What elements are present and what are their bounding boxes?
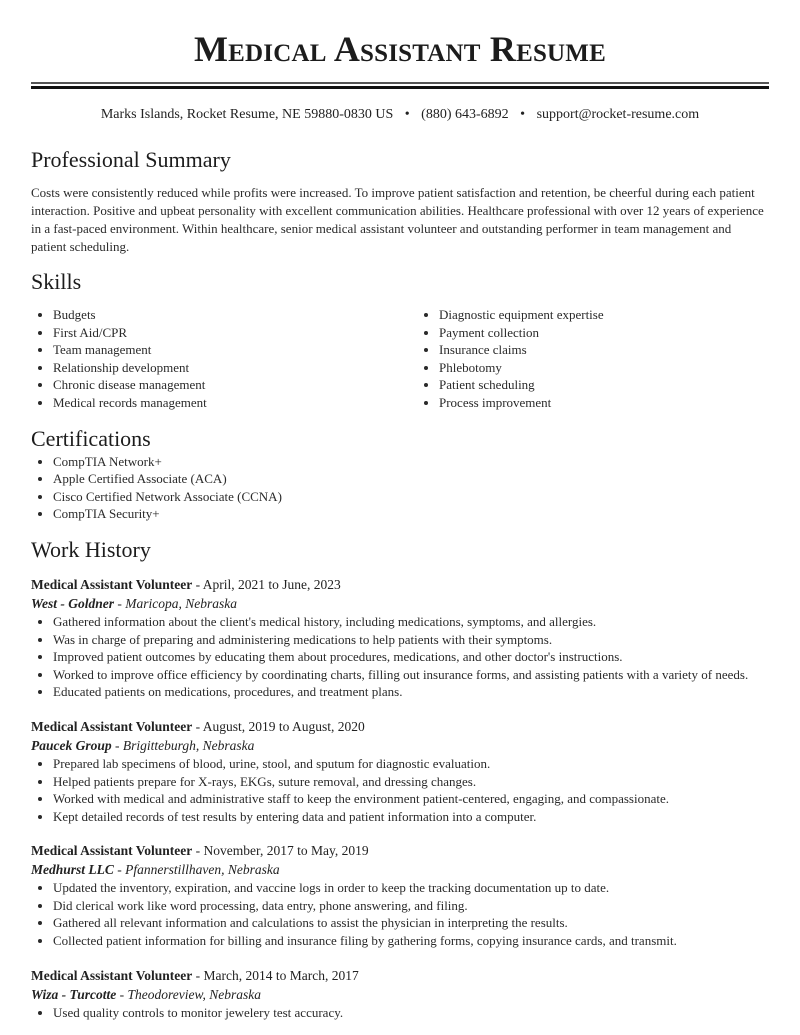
certification-item: • CompTIA Network+ bbox=[53, 453, 769, 471]
certification-item: • Cisco Certified Network Associate (CCNA) bbox=[53, 488, 769, 506]
job-title: Medical Assistant Volunteer bbox=[31, 576, 193, 592]
job-duty: • Was in charge of preparing and administering medications to help patients with their symptoms. bbox=[53, 631, 769, 649]
job-duty: • Used quality controls to monitor jewelery test accuracy. bbox=[53, 1004, 769, 1022]
job-company: Wiza - Turcotte bbox=[31, 986, 117, 1002]
job-entry bbox=[31, 575, 769, 701]
skills-heading: Skills bbox=[31, 269, 82, 294]
contact-email: support@rocket-resume.com bbox=[536, 107, 700, 122]
job-title: Medical Assistant Volunteer bbox=[31, 967, 193, 983]
job-company-line bbox=[31, 594, 769, 613]
job-entry bbox=[31, 841, 769, 949]
job-dates: - March, 2014 to March, 2017 bbox=[192, 967, 359, 983]
job-duty: • Gathered information about the client's medical history, including medications, symptoms, and allergies. bbox=[53, 613, 769, 631]
job-title: Medical Assistant Volunteer bbox=[31, 843, 193, 859]
job-location: - Theodoreview, Nebraska bbox=[116, 986, 261, 1002]
job-location: - Brigitteburgh, Nebraska bbox=[111, 737, 255, 753]
job-title-line bbox=[31, 841, 769, 860]
job-company: West - Goldner bbox=[31, 595, 114, 611]
job-company: Paucek Group bbox=[31, 737, 112, 753]
job-duties-list bbox=[31, 613, 769, 701]
job-duty: • Updated the inventory, expiration, and vaccine logs in order to keep the tracking documentation up to date. bbox=[53, 879, 769, 897]
bullet-separator-icon: • bbox=[404, 107, 410, 122]
job-duty: • Collected patient information for billing and insurance filing by gathering forms, copying insurance cards, and transmit. bbox=[53, 932, 769, 950]
certifications-heading: Certifications bbox=[31, 425, 151, 451]
job-company: Medhurst LLC bbox=[31, 862, 114, 878]
job-title-line bbox=[31, 575, 769, 594]
job-duty: • Worked to improve office efficiency by coordinating charts, filling out insurance forms, and assisting patients with a variety of needs. bbox=[53, 666, 769, 684]
skill-item: • Chronic disease management bbox=[53, 376, 417, 394]
job-duty: • Helped patients prepare for X-rays, EKGs, suture removal, and dressing changes. bbox=[53, 773, 769, 791]
job-location: - Pfannerstillhaven, Nebraska bbox=[113, 862, 280, 878]
job-entry bbox=[31, 966, 769, 1022]
skill-item: • Insurance claims bbox=[439, 341, 800, 359]
job-title-line bbox=[31, 966, 769, 985]
job-duty: • Kept detailed records of test results by entering data and patient information into a computer. bbox=[53, 808, 769, 826]
job-duty: • Prepared lab specimens of blood, urine, stool, and sputum for diagnostic evaluation. bbox=[53, 755, 769, 773]
skill-item: • First Aid/CPR bbox=[53, 324, 417, 342]
header-divider bbox=[31, 82, 769, 89]
job-company-line bbox=[31, 985, 769, 1004]
job-duty: • Gathered all relevant information and calculations to assist the physician in interpreting the results. bbox=[53, 914, 769, 932]
job-duty: • Educated patients on medications, procedures, and treatment plans. bbox=[53, 683, 769, 701]
bullet-separator-icon: • bbox=[520, 107, 526, 122]
job-duties-list bbox=[31, 755, 769, 825]
skill-item: • Budgets bbox=[53, 306, 417, 324]
skills-column-right bbox=[417, 306, 800, 412]
contact-line bbox=[31, 106, 769, 124]
job-dates: - November, 2017 to May, 2019 bbox=[192, 843, 369, 859]
job-entry bbox=[31, 717, 769, 825]
job-company-line bbox=[31, 736, 769, 755]
job-title: Medical Assistant Volunteer bbox=[31, 718, 193, 734]
contact-address: Marks Islands, Rocket Resume, NE 59880-0830 US bbox=[100, 107, 394, 122]
work-history-heading: Work History bbox=[31, 536, 151, 562]
job-duty: • Did clerical work like word processing, data entry, phone answering, and filing. bbox=[53, 897, 769, 915]
job-duties-list bbox=[31, 879, 769, 949]
skill-item: • Team management bbox=[53, 341, 417, 359]
certifications-list bbox=[31, 453, 769, 523]
divider-thick-line bbox=[31, 86, 769, 89]
certification-item: • CompTIA Security+ bbox=[53, 505, 769, 523]
skill-item: • Relationship development bbox=[53, 359, 417, 377]
resume-title: Medical Assistant Resume bbox=[194, 29, 606, 69]
skill-item: • Payment collection bbox=[439, 324, 800, 342]
skills-list bbox=[31, 306, 769, 412]
summary-heading: Professional Summary bbox=[31, 147, 231, 172]
summary-text: Costs were consistently reduced while profits were increased. To improve patient satisfaction and retention, be cheerful during each patient interaction. Positive and upbeat personality with excellent communication abilities. Healthcare professional with over 12 years of experience in a fast-paced environment. Within healthcare, senior medical assistant volunteer and outstanding performer in team management and patient scheduling. bbox=[31, 185, 764, 254]
job-title-line bbox=[31, 717, 769, 736]
job-dates: - August, 2019 to August, 2020 bbox=[192, 718, 365, 734]
skill-item: • Medical records management bbox=[53, 394, 417, 412]
skill-item: • Patient scheduling bbox=[439, 376, 800, 394]
skills-column-left bbox=[31, 306, 417, 412]
job-duty: • Improved patient outcomes by educating them about procedures, medications, and other doctor's instructions. bbox=[53, 648, 769, 666]
job-duty: • Worked with medical and administrative staff to keep the environment patient-centered, engaging, and compassionate. bbox=[53, 790, 769, 808]
certification-item: • Apple Certified Associate (ACA) bbox=[53, 470, 769, 488]
job-dates: - April, 2021 to June, 2023 bbox=[192, 576, 341, 592]
skill-item: • Diagnostic equipment expertise bbox=[439, 306, 800, 324]
contact-phone: (880) 643-6892 bbox=[421, 107, 509, 122]
skill-item: • Phlebotomy bbox=[439, 359, 800, 377]
job-company-line bbox=[31, 860, 769, 879]
job-location: - Maricopa, Nebraska bbox=[114, 595, 237, 611]
skill-item: • Process improvement bbox=[439, 394, 800, 412]
job-duties-list bbox=[31, 1004, 769, 1022]
